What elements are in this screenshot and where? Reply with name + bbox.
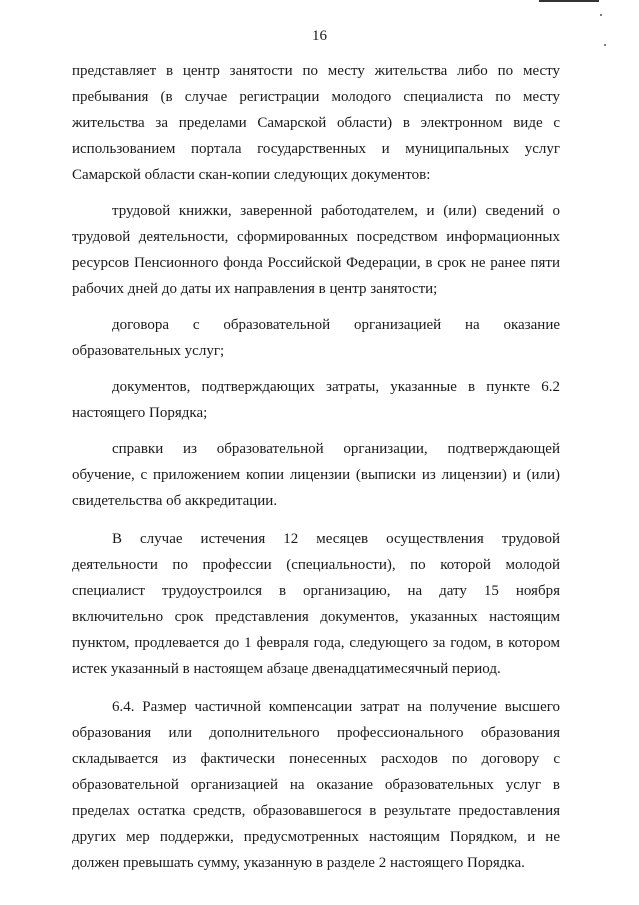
- scan-edge-mark: [539, 0, 599, 2]
- paragraph-education-contract: договора с образовательной организацией на оказание образовательных услуг;: [72, 317, 560, 359]
- paragraph-institution-certificate: справки из образовательной организации, подтверждающей обучение, с приложением копии лицензии (выписки из лицензии) и (или) свидетельства об аккредитации.: [72, 441, 560, 509]
- paragraph-submission-intro: представляет в центр занятости по месту жительства либо по месту пребывания (в случае регистрации молодого специалиста по месту жительства за пределами Самарской области) в электронном виде с использованием портала государственных и муниципальных услуг Самарской области скан-копии следующих документов:: [72, 63, 560, 183]
- paragraph-employment-record: трудовой книжки, заверенной работодателем, и (или) сведений о трудовой деятельности, сформированных посредством информационных ресурсов Пенсионного фонда Российской Федерации, в срок не ранее пяти рабочих дней до даты их направления в центр занятости;: [72, 203, 560, 297]
- paragraph-deadline-extension: В случае истечения 12 месяцев осуществления трудовой деятельности по профессии (специальности), по которой молодой специалист трудоустроился в организацию, на дату 15 ноября включительно срок представления документов, указанных настоящим пунктом, продлевается до 1 февраля года, следующего за годом, в котором истек указанный в настоящем абзаце двенадцатимесячный период.: [72, 531, 560, 677]
- paragraph-expense-documents: документов, подтверждающих затраты, указанные в пункте 6.2 настоящего Порядка;: [72, 379, 560, 421]
- page-number: 16: [312, 28, 327, 44]
- paragraph-section-6-4: 6.4. Размер частичной компенсации затрат на получение высшего образования или дополнительного профессионального образования складывается из фактически понесенных расходов по договору с образовательной организацией на оказание образовательных услуг в пределах остатка средств, образовавшегося в результате предоставления других мер поддержки, предусмотренных настоящим Порядком, и не должен превышать сумму, указанную в разделе 2 настоящего Порядка.: [72, 699, 560, 871]
- document-body: [72, 58, 560, 886]
- scan-speck: [600, 14, 602, 16]
